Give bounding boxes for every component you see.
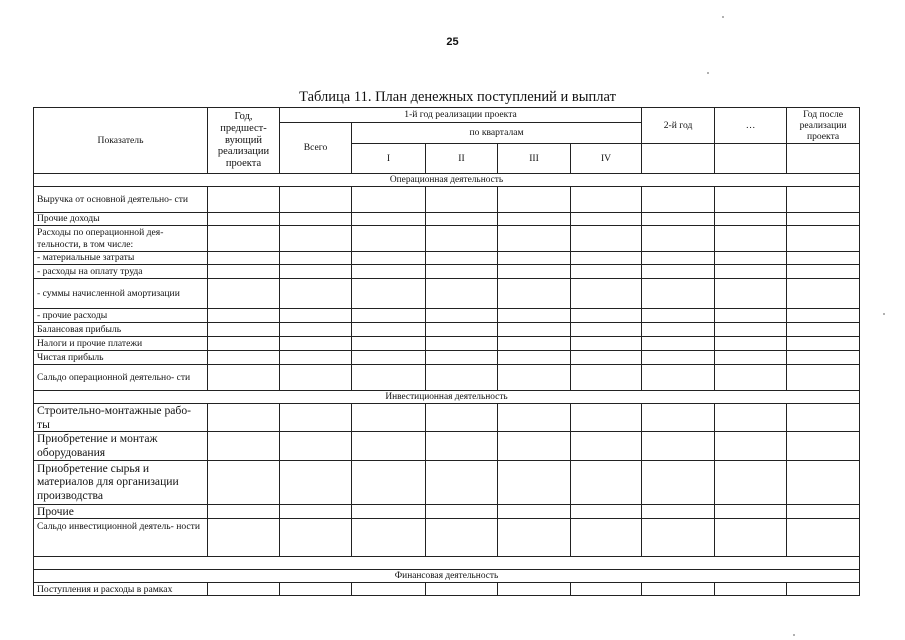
row-label: Расходы по операционной дея- тельности, в том числе: (34, 226, 208, 252)
scan-speck (883, 313, 885, 315)
table-title: Таблица 11. План денежных поступлений и выплат (299, 89, 616, 105)
quarter-4-header: IV (571, 144, 642, 174)
quarter-2-header: II (426, 144, 498, 174)
table-row (34, 226, 860, 252)
spacer-row (34, 557, 860, 570)
ellipsis-header: … (715, 108, 787, 144)
by-quarters-header: по кварталам (352, 123, 642, 144)
row-label: Приобретение сырья и материалов для организации производства (34, 460, 208, 504)
row-label: Выручка от основной деятельно- сти (34, 187, 208, 213)
section-operating: Операционная деятельность (34, 174, 860, 187)
table-row (34, 504, 860, 519)
year2-header: 2-й год (642, 108, 715, 144)
year-before-header: Год, предшест- вующий реализации проекта (208, 108, 280, 174)
indicator-header: Показатель (34, 108, 208, 174)
table-row (34, 365, 860, 391)
quarter-1-header: I (352, 144, 426, 174)
year2-empty-cell (642, 144, 715, 174)
row-label: Чистая прибыль (34, 351, 208, 365)
year-after-header: Год после реализации проекта (787, 108, 860, 144)
table-row (34, 213, 860, 226)
row-label: Прочие (34, 504, 208, 519)
table-row (34, 309, 860, 323)
cash-flow-plan-table (33, 107, 860, 596)
row-label: Строительно-монтажные рабо- ты (34, 404, 208, 432)
table-row (34, 460, 860, 504)
row-label: Поступления и расходы в рамках (34, 583, 208, 596)
scan-speck (793, 634, 795, 636)
year-after-empty-cell (787, 144, 860, 174)
row-label: - прочие расходы (34, 309, 208, 323)
quarter-3-header: III (498, 144, 571, 174)
table-row (34, 279, 860, 309)
table-row (34, 432, 860, 460)
row-label: Сальдо операционной деятельно- сти (34, 365, 208, 391)
row-label: - материальные затраты (34, 252, 208, 265)
row-label: Прочие доходы (34, 213, 208, 226)
ellipsis-empty-cell (715, 144, 787, 174)
scan-speck (707, 72, 709, 74)
table-row (34, 519, 860, 557)
table-row (34, 252, 860, 265)
table-row (34, 404, 860, 432)
row-label: Балансовая прибыль (34, 323, 208, 337)
row-label: - суммы начисленной амортизации (34, 279, 208, 309)
page-number: 25 (446, 36, 459, 48)
table-row (34, 351, 860, 365)
table-row (34, 187, 860, 213)
row-label: Приобретение и монтаж оборудования (34, 432, 208, 460)
section-investment: Инвестиционная деятельность (34, 391, 860, 404)
table-row (34, 337, 860, 351)
row-label: Сальдо инвестиционной деятель- ности (34, 519, 208, 557)
table-row (34, 583, 860, 596)
section-financial: Финансовая деятельность (34, 570, 860, 583)
row-label: Налоги и прочие платежи (34, 337, 208, 351)
row-label: - расходы на оплату труда (34, 265, 208, 279)
table-row (34, 265, 860, 279)
table-row (34, 323, 860, 337)
total-header: Всего (280, 123, 352, 174)
scan-speck (722, 16, 724, 18)
year1-header: 1-й год реализации проекта (280, 108, 642, 123)
